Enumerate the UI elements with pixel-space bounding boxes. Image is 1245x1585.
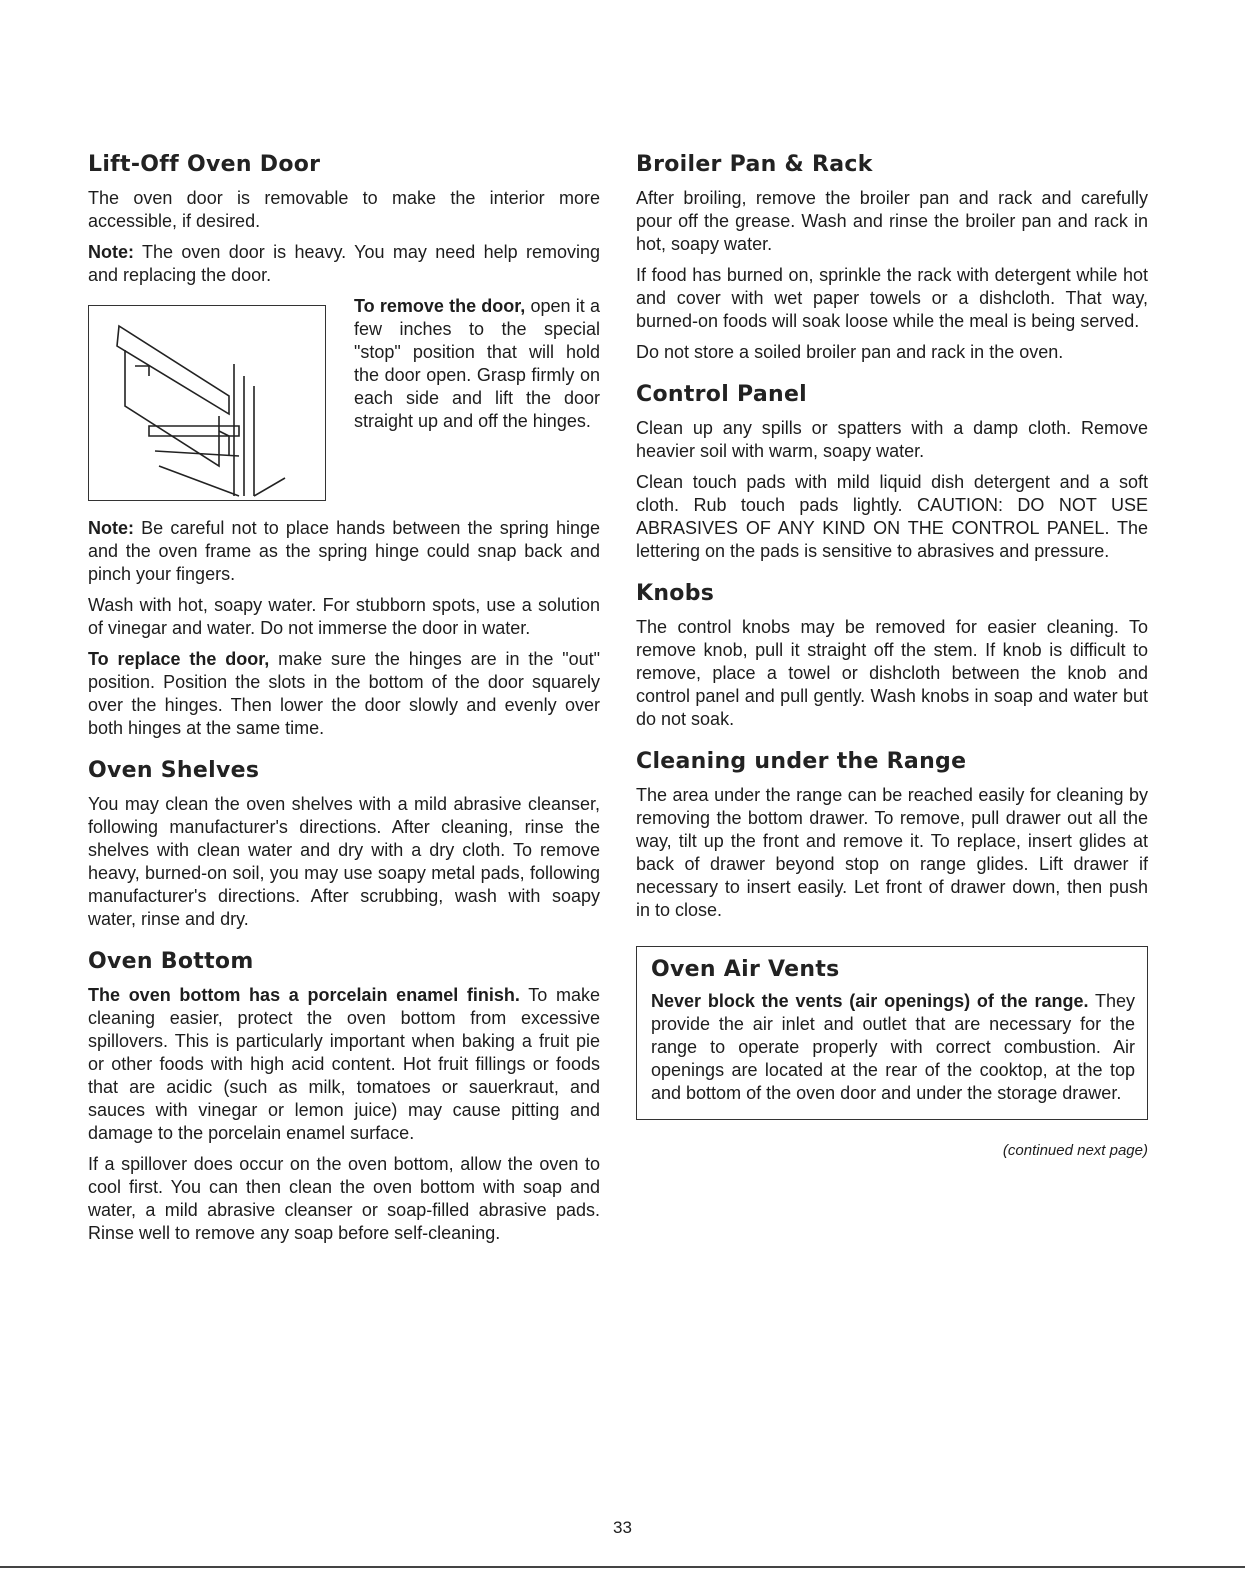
paragraph: Do not store a soiled broiler pan and rack in the oven. [636, 342, 1064, 362]
body-text: To make cleaning easier, protect the oven bottom from excessive spillovers. This is particularly important when baking a fruit pie or other foods with high acid content. Hot fruit fillings or foods that are acidic (such as milk, tomatoes or sauerkraut, and sauces with vinegar or lemon juice) may cause pitting and damage to the porcelain enamel surface. [88, 985, 600, 1143]
replace-door-text: make sure the hinges are in the "out" position. Position the slots in the bottom of the door squarely over the hinges. Then lower the door slowly and evenly over both hinges at the same time. [88, 649, 600, 738]
section-title: Knobs [636, 581, 715, 606]
paragraph [651, 990, 1135, 1105]
right-column [636, 152, 1148, 1159]
section-title: Control Panel [636, 382, 808, 407]
paragraph: Clean up any spills or spatters with a damp cloth. Remove heavier soil with warm, soapy water. [636, 418, 1148, 461]
section-oven-shelves [88, 758, 600, 931]
remove-door-paragraph [354, 295, 600, 433]
section-oven-bottom [88, 949, 600, 1245]
paragraph: The control knobs may be removed for easier cleaning. To remove knob, pull it straight off the stem. If knob is difficult to remove, place a towel or dishcloth between the knob and control panel and pull gently. Wash knobs in soap and water but do not soak. [636, 617, 1148, 729]
continued-note: (continued next page) [1002, 1142, 1148, 1159]
section-title: Lift-Off Oven Door [88, 152, 321, 177]
bottom-rule [0, 1566, 1245, 1568]
note-text: The oven door is heavy. You may need help removing and replacing the door. [88, 242, 600, 285]
note-label: Note: [88, 518, 134, 538]
paragraph: After broiling, remove the broiler pan and rack and carefully pour off the grease. Wash and rinse the broiler pan and rack in hot, soapy water. [636, 188, 1148, 254]
section-title: Oven Bottom [88, 949, 254, 974]
note-text: Be careful not to place hands between the spring hinge and the oven frame as the spring hinge could snap back and pinch your fingers. [88, 518, 600, 584]
replace-door-label: To replace the door, [88, 649, 270, 669]
section-title: Oven Shelves [88, 758, 260, 783]
left-column [88, 152, 600, 1263]
section-cleaning-under-range [636, 749, 1148, 922]
door-removal-block [88, 295, 600, 509]
section-title: Broiler Pan & Rack [636, 152, 873, 177]
paragraph: Clean touch pads with mild liquid dish detergent and a soft cloth. Rub touch pads lightly. CAUTION: DO NOT USE ABRASIVES OF ANY KIND ON THE CONTROL PANEL. The lettering on the pads is sensitive to abrasives and pressure. [636, 472, 1148, 561]
lead-text: Never block the vents (air openings) of the range. [651, 991, 1089, 1011]
section-lift-off-door [88, 152, 600, 740]
section-control-panel [636, 382, 1148, 563]
section-knobs [636, 581, 1148, 731]
section-broiler-pan [636, 152, 1148, 364]
remove-door-label: To remove the door, [354, 296, 526, 316]
note-paragraph [88, 241, 600, 287]
paragraph: If food has burned on, sprinkle the rack with detergent while hot and cover with wet paper towels or a dishcloth. That way, burned-on foods will soak loose while the meal is being served. [636, 265, 1148, 331]
oven-door-illustration [88, 305, 326, 501]
note-label: Note: [88, 242, 134, 262]
paragraph: If a spillover does occur on the oven bottom, allow the oven to cool first. You can then clean the oven bottom with soap and water, a mild abrasive cleanser or soap-filled abrasive pads. Rinse well to remove any soap before self-cleaning. [88, 1154, 600, 1243]
section-title: Oven Air Vents [651, 957, 840, 982]
lead-text: The oven bottom has a porcelain enamel finish. [88, 985, 520, 1005]
oven-door-drawing [89, 306, 325, 500]
remove-door-text: open it a few inches to the special "stop" position that will hold the door open. Grasp firmly on each side and lift the door straight up and off the hinges. [354, 296, 600, 431]
note-paragraph [88, 517, 600, 586]
paragraph: Wash with hot, soapy water. For stubborn spots, use a solution of vinegar and water. Do not immerse the door in water. [88, 595, 600, 638]
paragraph: The oven door is removable to make the interior more accessible, if desired. [88, 188, 600, 231]
paragraph: You may clean the oven shelves with a mild abrasive cleanser, following manufacturer's directions. After cleaning, rinse the shelves with clean water and dry with a dry cloth. To remove heavy, burned-on soil, you may use soapy metal pads, following manufacturer's directions. After scrubbing, wash with soapy water, rinse and dry. [88, 794, 600, 929]
body-text: They provide the air inlet and outlet that are necessary for the range to operate properly with correct combustion. Air openings are located at the rear of the cooktop, at the top and bottom of the oven door and under the storage drawer. [651, 991, 1135, 1103]
section-title: Cleaning under the Range [636, 749, 967, 774]
paragraph: The area under the range can be reached easily for cleaning by removing the bottom drawer. To remove, pull drawer out all the way, tilt up the front and remove it. To replace, insert glides at back of drawer beyond stop on range glides. Lift drawer if necessary to insert easily. Let front of drawer down, then push in to close. [636, 785, 1148, 920]
oven-air-vents-box [636, 946, 1148, 1120]
replace-door-paragraph [88, 648, 600, 740]
paragraph [88, 984, 600, 1145]
page-number: 33 [613, 1518, 632, 1537]
